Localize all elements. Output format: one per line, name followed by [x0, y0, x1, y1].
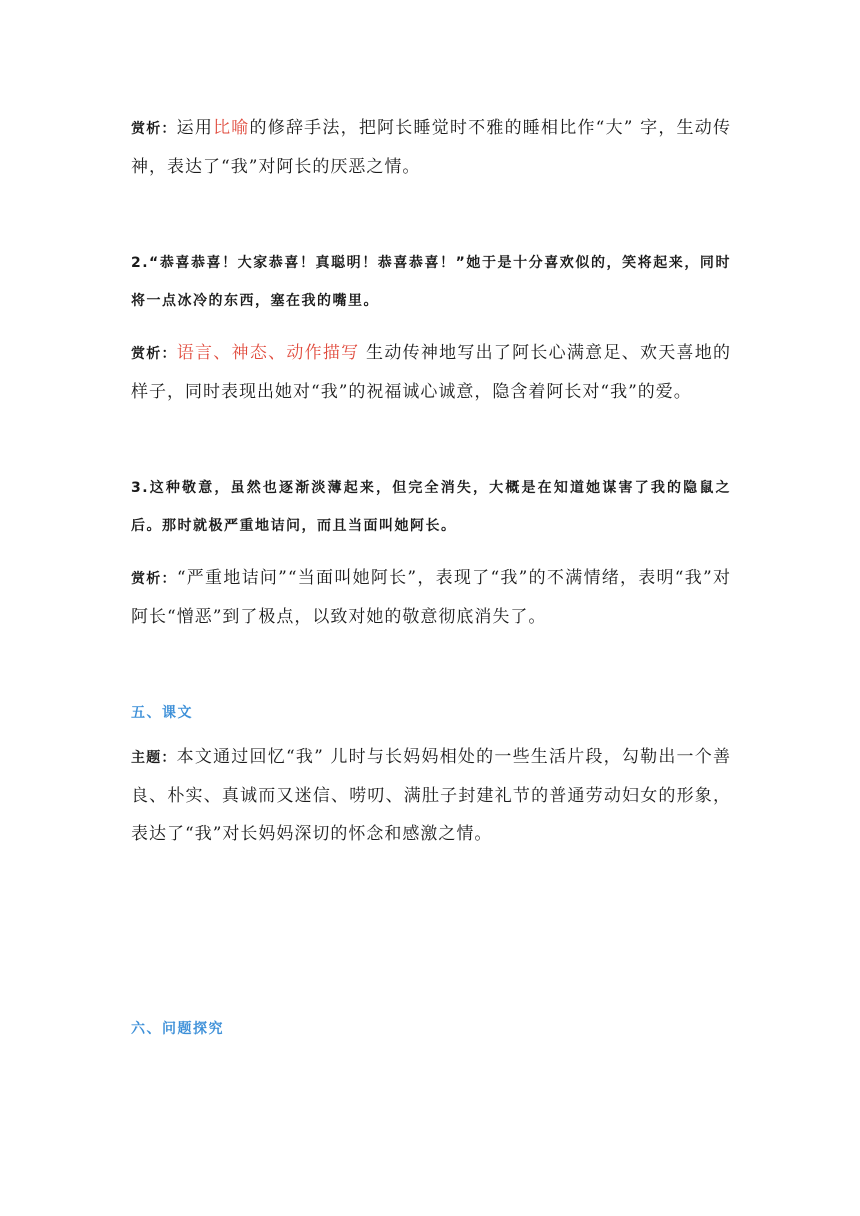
appreciation-prefix: 运用 [176, 118, 214, 138]
quote-text: 3.这种敬意，虽然也逐渐淡薄起来，但完全消失，大概是在知道她谋害了我的隐鼠之后。那时就极严重地诘问，而且当面叫她阿长。 [131, 480, 731, 534]
appreciation-paragraph [131, 559, 731, 636]
appreciation-text: 生动传神地写出了阿长心满意足、欢天喜地的样子，同时表现出她对“我”的祝福诚心诚意，隐含着阿长对“我”的爱。 [131, 343, 732, 402]
theme-label: 主题： [131, 750, 177, 766]
theme-block [131, 738, 731, 853]
appreciation-highlight: 语言、神态、动作描写 [176, 343, 360, 363]
appreciation-block-2 [131, 334, 731, 411]
quote-block-2 [131, 244, 731, 320]
appreciation-block-1 [131, 109, 731, 186]
quote-block-3 [131, 469, 731, 545]
appreciation-label: 赏析： [131, 571, 177, 587]
theme-text: 本文通过回忆“我” 儿时与长妈妈相处的一些生活片段，勾勒出一个善良、朴实、真诚而又迷信、唠叨、满肚子封建礼节的普通劳动妇女的形象，表达了“我”对长妈妈深切的怀念和感激之情。 [131, 747, 731, 844]
appreciation-paragraph [131, 109, 731, 186]
section-heading-6: 六、问题探究 [131, 1021, 224, 1037]
appreciation-text: 的修辞手法，把阿长睡觉时不雅的睡相比作“大” 字，生动传神，表达了“我”对阿长的厌恶之情。 [131, 118, 731, 177]
quote-text: 2.“恭喜恭喜！大家恭喜！真聪明！恭喜恭喜！”她于是十分喜欢似的，笑将起来，同时将一点冰冷的东西，塞在我的嘴里。 [131, 255, 731, 309]
appreciation-label: 赏析： [131, 121, 177, 137]
section-heading-5: 五、课文 [131, 705, 193, 721]
theme-paragraph [131, 738, 731, 853]
appreciation-paragraph [131, 334, 731, 411]
appreciation-label: 赏析： [131, 346, 177, 362]
appreciation-text: “严重地诘问”“当面叫她阿长”，表现了“我”的不满情绪，表明“我”对阿长“憎恶”到了极点，以致对她的敬意彻底消失了。 [131, 568, 731, 627]
appreciation-highlight: 比喻 [213, 118, 250, 138]
appreciation-block-3 [131, 559, 731, 636]
